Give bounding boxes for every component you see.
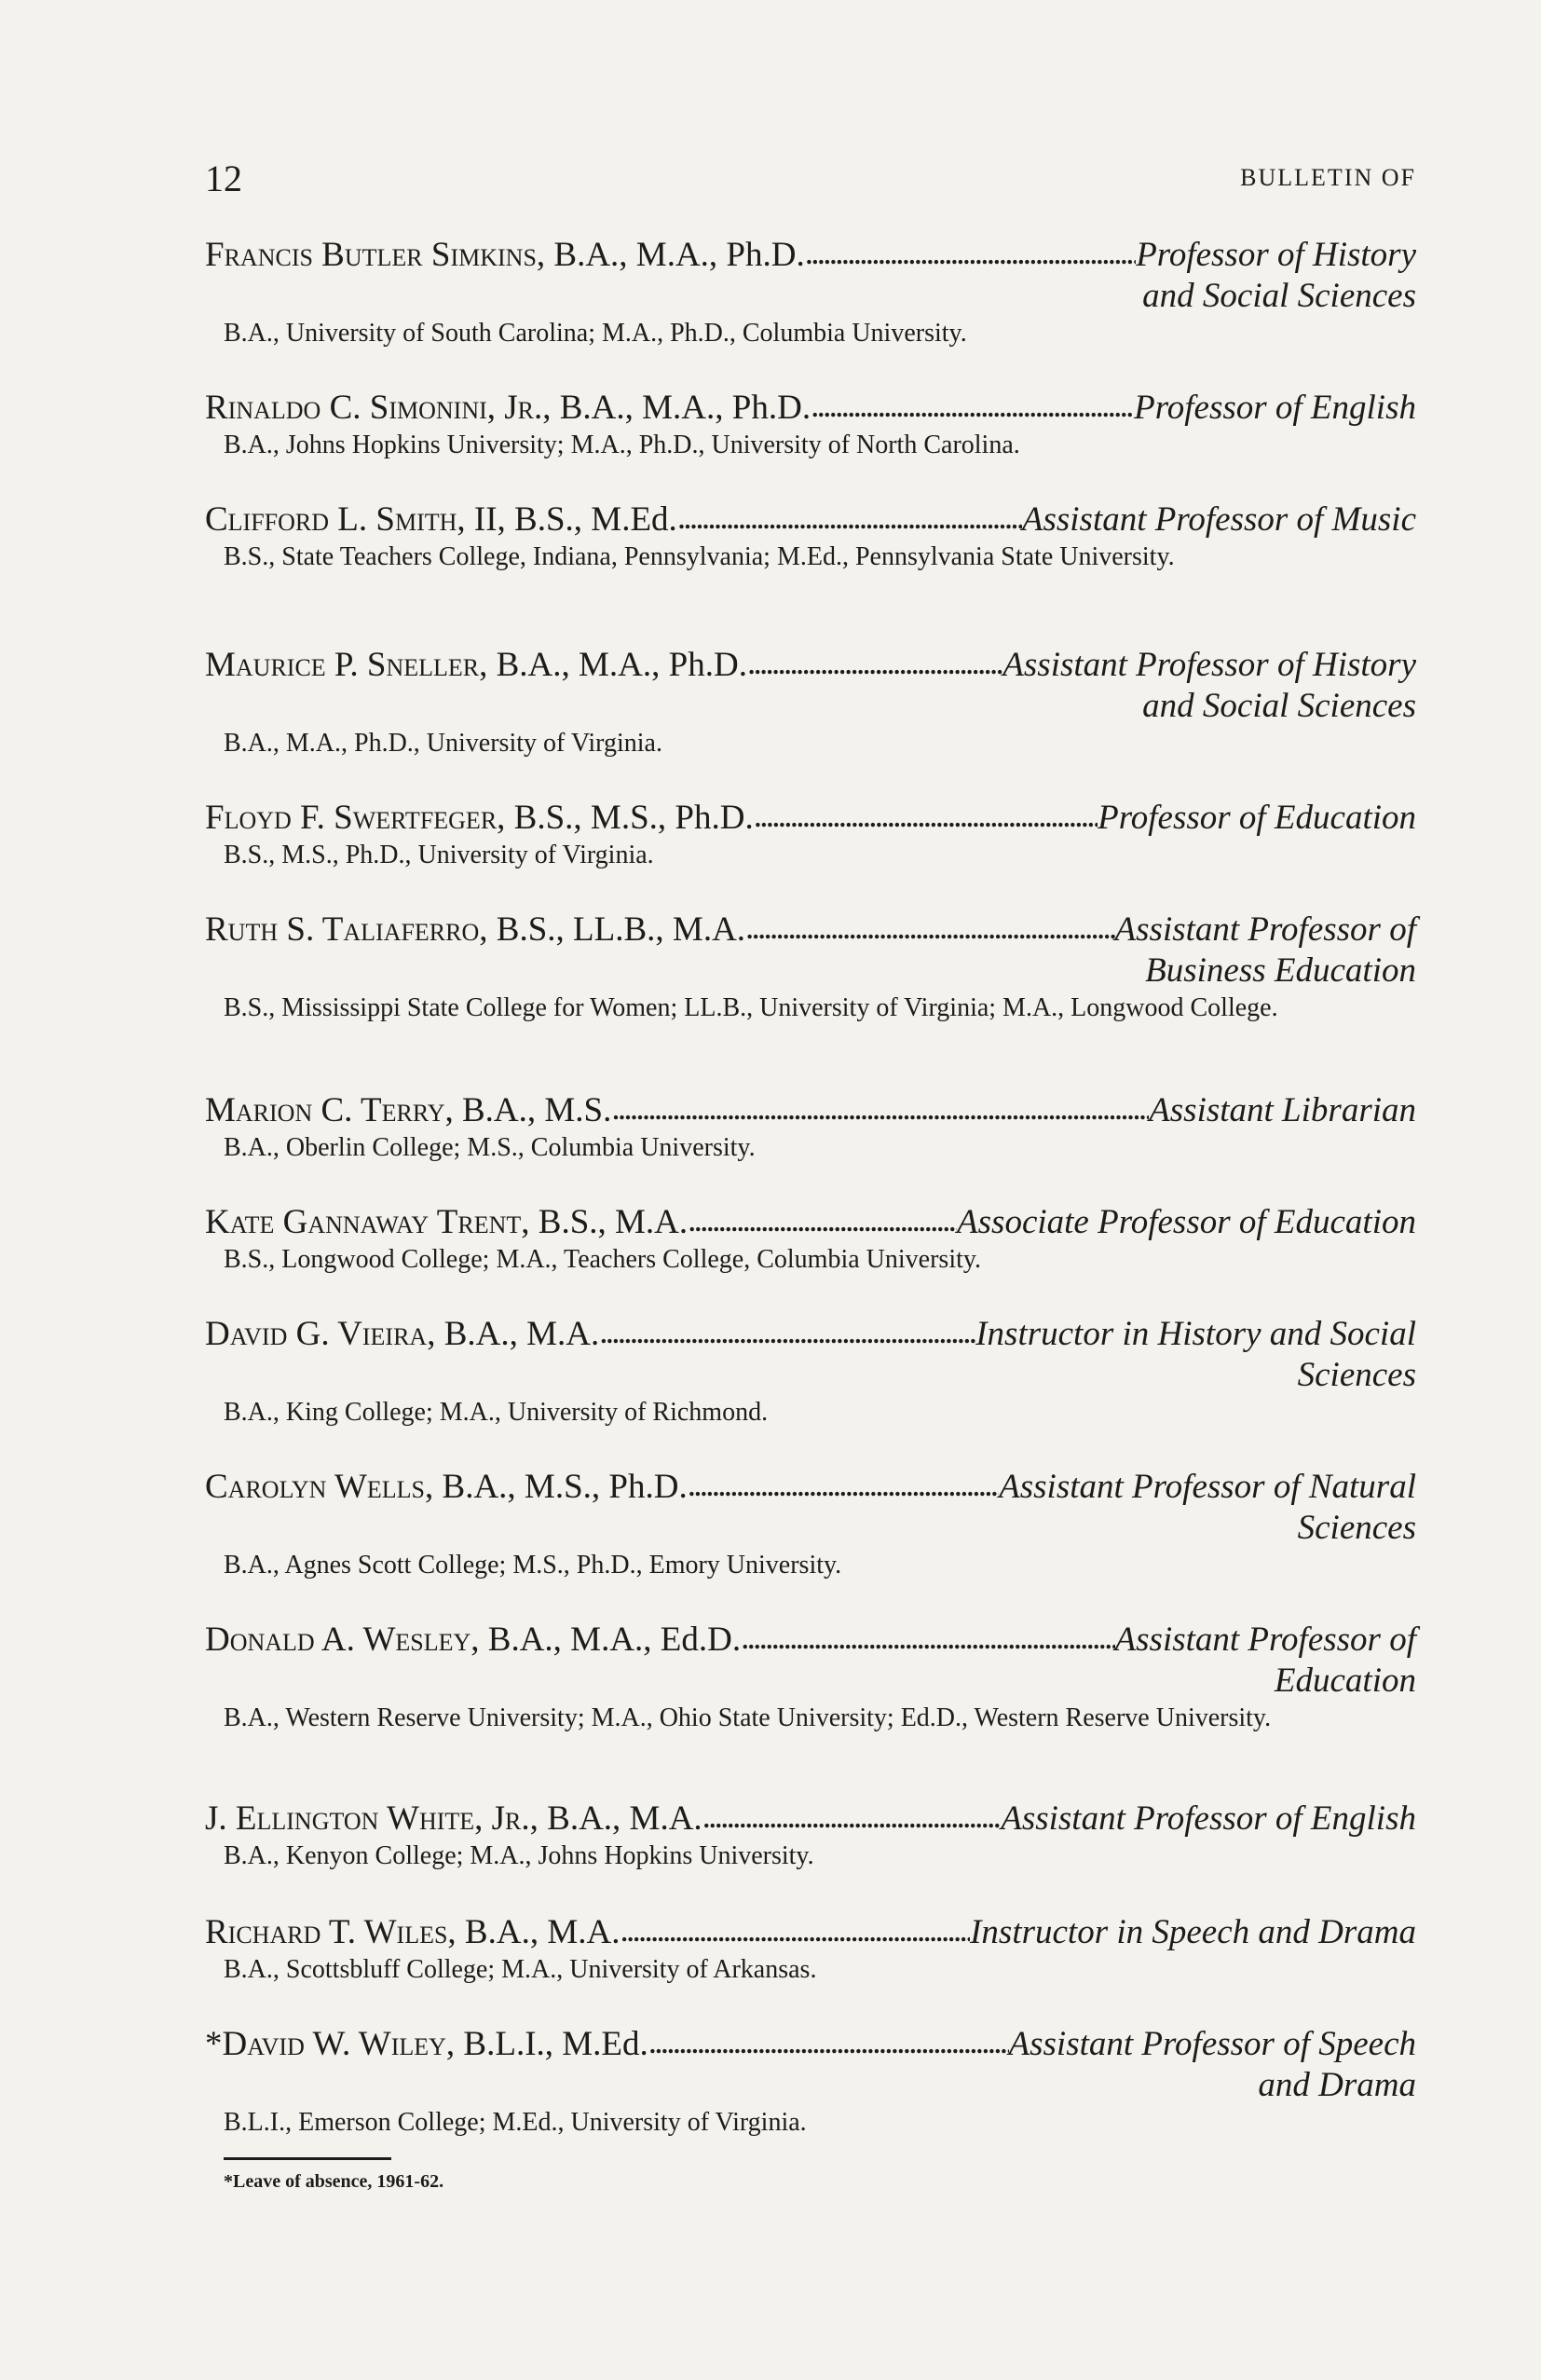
footnote-rule <box>224 2157 391 2160</box>
faculty-name: Ruth S. Taliaferro <box>205 910 480 949</box>
dot-leader <box>702 1797 1002 1838</box>
page-number: 12 <box>205 157 242 199</box>
faculty-title-continued: and Drama <box>1258 2066 1416 2104</box>
faculty-credentials: B.S., State Teachers College, Indiana, Pennsylvania; M.Ed., Pennsylvania State University. <box>224 542 1175 571</box>
faculty-name: J. Ellington White, Jr. <box>205 1799 530 1838</box>
faculty-degrees: , B.A., M.S. <box>444 1091 612 1129</box>
faculty-title-continued: Sciences <box>1297 1356 1416 1394</box>
faculty-name: Kate Gannaway Trent <box>205 1203 522 1241</box>
faculty-credentials: B.S., Mississippi State College for Women; LL.B., University of Virginia; M.A., Longwood College. <box>224 993 1278 1022</box>
faculty-credentials: B.A., M.A., Ph.D., University of Virginia. <box>224 729 662 758</box>
faculty-name: Rinaldo C. Simonini, Jr. <box>205 389 543 427</box>
faculty-credentials: B.L.I., Emerson College; M.Ed., University of Virginia. <box>224 2108 807 2137</box>
faculty-degrees: , B.A., M.S., Ph.D. <box>425 1468 688 1506</box>
faculty-title: Professor of Education <box>1098 799 1416 837</box>
faculty-title: Instructor in Speech and Drama <box>970 1913 1416 1951</box>
dot-leader <box>754 796 1098 837</box>
dot-leader <box>805 233 1136 274</box>
faculty-title-continued: and Social Sciences <box>1142 687 1416 725</box>
faculty-entry <box>205 1314 1416 1428</box>
dot-leader <box>741 1618 1114 1659</box>
faculty-degrees: , B.S., M.A. <box>521 1203 689 1241</box>
faculty-entry <box>205 910 1416 1023</box>
faculty-name: Donald A. Wesley <box>205 1621 471 1659</box>
faculty-title-continued: Sciences <box>1297 1509 1416 1547</box>
dot-leader <box>811 386 1134 427</box>
faculty-credentials: B.A., Scottsbluff College; M.A., University of Arkansas. <box>224 1955 817 1984</box>
faculty-entry <box>205 499 1416 572</box>
faculty-degrees: , B.A., M.A., Ph.D. <box>536 236 805 274</box>
faculty-entry <box>205 1912 1416 1985</box>
faculty-title: Assistant Professor of Natural <box>999 1468 1416 1506</box>
faculty-name: Maurice P. Sneller <box>205 646 480 684</box>
dot-leader <box>611 1088 1149 1129</box>
dot-leader <box>648 2022 1009 2063</box>
faculty-entry <box>205 645 1416 759</box>
faculty-title-continued: Business Education <box>1145 951 1416 990</box>
faculty-name: Richard T. Wiles <box>205 1913 448 1951</box>
faculty-entry <box>205 1620 1416 1733</box>
faculty-title: Professor of English <box>1134 389 1416 427</box>
faculty-title-continued: and Social Sciences <box>1142 277 1416 315</box>
faculty-name: Carolyn Wells <box>205 1468 426 1506</box>
faculty-title: Assistant Professor of Speech <box>1008 2025 1416 2063</box>
faculty-credentials: B.A., Kenyon College; M.A., Johns Hopkins University. <box>224 1841 814 1870</box>
faculty-degrees: , B.S., LL.B., M.A. <box>479 910 746 949</box>
faculty-entry <box>205 235 1416 349</box>
faculty-name: Floyd F. Swertfeger <box>205 799 498 837</box>
faculty-title: Assistant Professor of English <box>1001 1799 1416 1838</box>
running-head: BULLETIN OF <box>1240 164 1416 191</box>
faculty-degrees: , B.A., M.A. <box>529 1799 702 1838</box>
faculty-entry <box>205 1467 1416 1580</box>
faculty-degrees: , B.A., M.A., Ed.D. <box>470 1621 742 1659</box>
faculty-entry <box>205 798 1416 870</box>
faculty-title: Assistant Professor of History <box>1002 646 1416 684</box>
faculty-title: Professor of History <box>1136 236 1416 274</box>
dot-leader <box>688 1200 957 1241</box>
faculty-entry <box>205 388 1416 460</box>
footnote: *Leave of absence, 1961-62. <box>224 2171 444 2192</box>
faculty-title-continued: Education <box>1274 1662 1416 1700</box>
faculty-credentials: B.A., Western Reserve University; M.A., Ohio State University; Ed.D., Western Reserve University. <box>224 1703 1272 1732</box>
faculty-degrees: , B.A., M.A., Ph.D. <box>542 389 811 427</box>
faculty-degrees: , B.S., M.Ed. <box>497 500 677 539</box>
faculty-name: David G. Vieira <box>205 1315 428 1353</box>
faculty-entry <box>205 1090 1416 1163</box>
faculty-credentials: B.A., Oberlin College; M.S., Columbia University. <box>224 1133 756 1162</box>
faculty-credentials: B.A., University of South Carolina; M.A., Ph.D., Columbia University. <box>224 319 967 348</box>
faculty-entry <box>205 1202 1416 1275</box>
dot-leader <box>599 1312 975 1353</box>
faculty-degrees: , B.A., M.A. <box>447 1913 620 1951</box>
faculty-credentials: B.A., Agnes Scott College; M.S., Ph.D., Emory University. <box>224 1551 842 1580</box>
dot-leader <box>688 1465 999 1506</box>
faculty-name: Marion C. Terry <box>205 1091 445 1129</box>
faculty-entry <box>205 1799 1416 1871</box>
dot-leader <box>677 498 1022 539</box>
faculty-degrees: , B.L.I., M.Ed. <box>445 2025 648 2063</box>
faculty-degrees: , B.A., M.A. <box>427 1315 600 1353</box>
faculty-title: Associate Professor of Education <box>957 1203 1416 1241</box>
faculty-degrees: , B.A., M.A., Ph.D. <box>479 646 747 684</box>
dot-leader <box>747 643 1002 684</box>
faculty-credentials: B.A., King College; M.A., University of Richmond. <box>224 1398 769 1427</box>
faculty-name: Clifford L. Smith, II <box>205 500 498 539</box>
faculty-title: Assistant Professor of Music <box>1021 500 1416 539</box>
faculty-title: Assistant Professor of <box>1114 1621 1416 1659</box>
faculty-credentials: B.S., Longwood College; M.A., Teachers College, Columbia University. <box>224 1245 982 1274</box>
faculty-title: Assistant Librarian <box>1149 1091 1416 1129</box>
faculty-credentials: B.A., Johns Hopkins University; M.A., Ph.D., University of North Carolina. <box>224 431 1020 459</box>
faculty-entry <box>205 2024 1416 2138</box>
faculty-degrees: , B.S., M.S., Ph.D. <box>497 799 754 837</box>
dot-leader <box>745 908 1115 949</box>
faculty-name: Francis Butler Simkins <box>205 236 537 274</box>
faculty-credentials: B.S., M.S., Ph.D., University of Virginia. <box>224 841 654 869</box>
faculty-title: Assistant Professor of <box>1114 910 1416 949</box>
faculty-title: Instructor in History and Social <box>975 1315 1416 1353</box>
dot-leader <box>620 1910 970 1951</box>
faculty-name: *David W. Wiley <box>205 2025 446 2063</box>
